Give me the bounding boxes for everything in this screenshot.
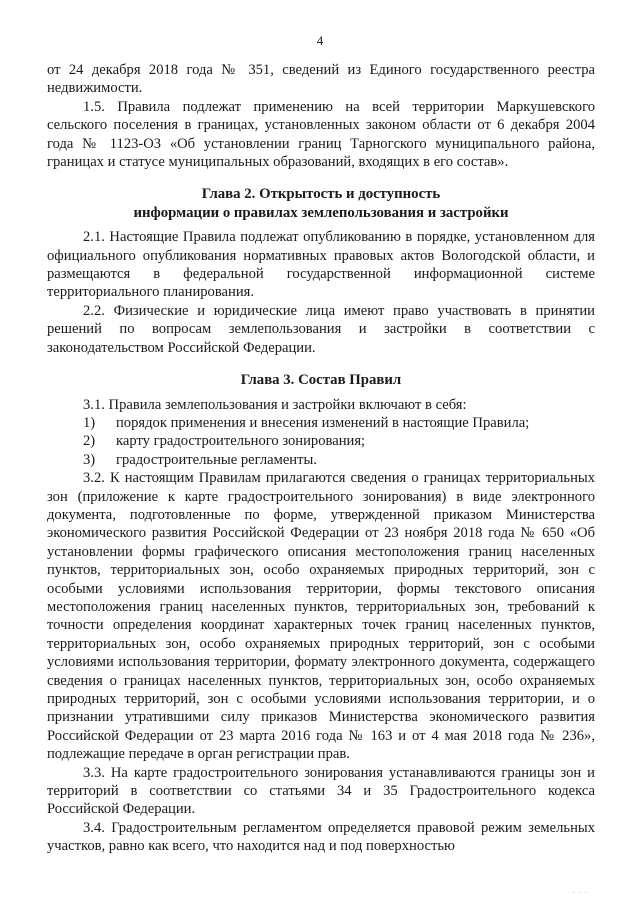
list-item-number: 3) [83,451,96,468]
list-item-text: порядок применения и внесения изменений в настоящие Правила; [116,414,530,431]
paragraph-1-5: 1.5. Правила подлежат применению на всей территории Маркушевского сельского поселения в границах, установленных законом области от 6 декабря 2004 года № 1123-ОЗ «Об установлении границ Тарногского муниципального района, границах и статусе муниципальных образований, входящих в его состав». [47,98,595,171]
list-item-text: градостроительные регламенты. [116,451,317,468]
list-item-text: карту градостроительного зонирования; [116,433,366,450]
list-item-number: 1) [83,414,96,431]
paragraph-3-3: 3.3. На карте градостроительного зонирования устанавливаются границы зон и территорий в соответствии со статьями 34 и 35 Градостроительного кодекса Российской Федерации. [47,764,595,818]
chapter-3-heading: Глава 3. Состав Правил [240,372,402,389]
paragraph-3-4: 3.4. Градостроительным регламентом определяется правовой режим земельных участков, равно как всего, что находится над и под поверхностью [47,819,595,855]
paragraph-3-1: 3.1. Правила землепользования и застройки включают в себя: [83,396,467,413]
page-number: 4 [316,33,324,48]
chapter-2-heading-line-2: информации о правилах землепользования и застройки [133,204,509,221]
paragraph-continuation: от 24 декабря 2018 года № 351, сведений из Единого государственного реестра недвижимости. [47,62,595,97]
scan-artifact: · · · [572,889,588,897]
document-body [47,61,595,856]
list-item [47,414,595,432]
list-item [47,451,595,469]
paragraph-3-2: 3.2. К настоящим Правилам прилагаются сведения о границах территориальных зон (приложение к карте градостроительного зонирования) в виде электронного документа, подготовленные по форме, утвержденной приказом Министерства экономического развития Российской Федерации от 23 ноября 2018 года № 650 «Об установлении формы графического описания местоположения границ населенных пунктов, территориальных зон, особо охраняемых природных территорий, зон с особыми условиями использования территории, формы текстового описания местоположения границ населенных пунктов, территориальных зон, требований к точности определения координат характерных точек границ населенных пунктов, территориальных зон, особо охраняемых природных территорий, зон с особыми условиями использования территории, формату электронного документа, содержащего сведения о границах населенных пунктов, территориальных зон, особо охраняемых природных территорий, зон с особыми условиями использования территории, и о признании утратившими силу приказов Министерства экономического развития Российской Федерации от 23 марта 2016 года № 163 и от 4 мая 2018 года № 236», подлежащие передаче в орган регистрации прав. [47,470,595,763]
chapter-2-heading-line-1: Глава 2. Открытость и доступность [201,186,441,203]
list-item [47,432,595,450]
paragraph-2-1: 2.1. Настоящие Правила подлежат опубликованию в порядке, установленном для официального опубликования нормативных правовых актов Вологодской области, и размещаются в федеральной государственной информационной системе территориального планирования. [47,229,595,301]
list-item-number: 2) [83,433,96,450]
paragraph-2-2: 2.2. Физические и юридические лица имеют право участвовать в принятии решений по вопросам землепользования и застройки в соответствии с законодательством Российской Федерации. [47,302,595,356]
